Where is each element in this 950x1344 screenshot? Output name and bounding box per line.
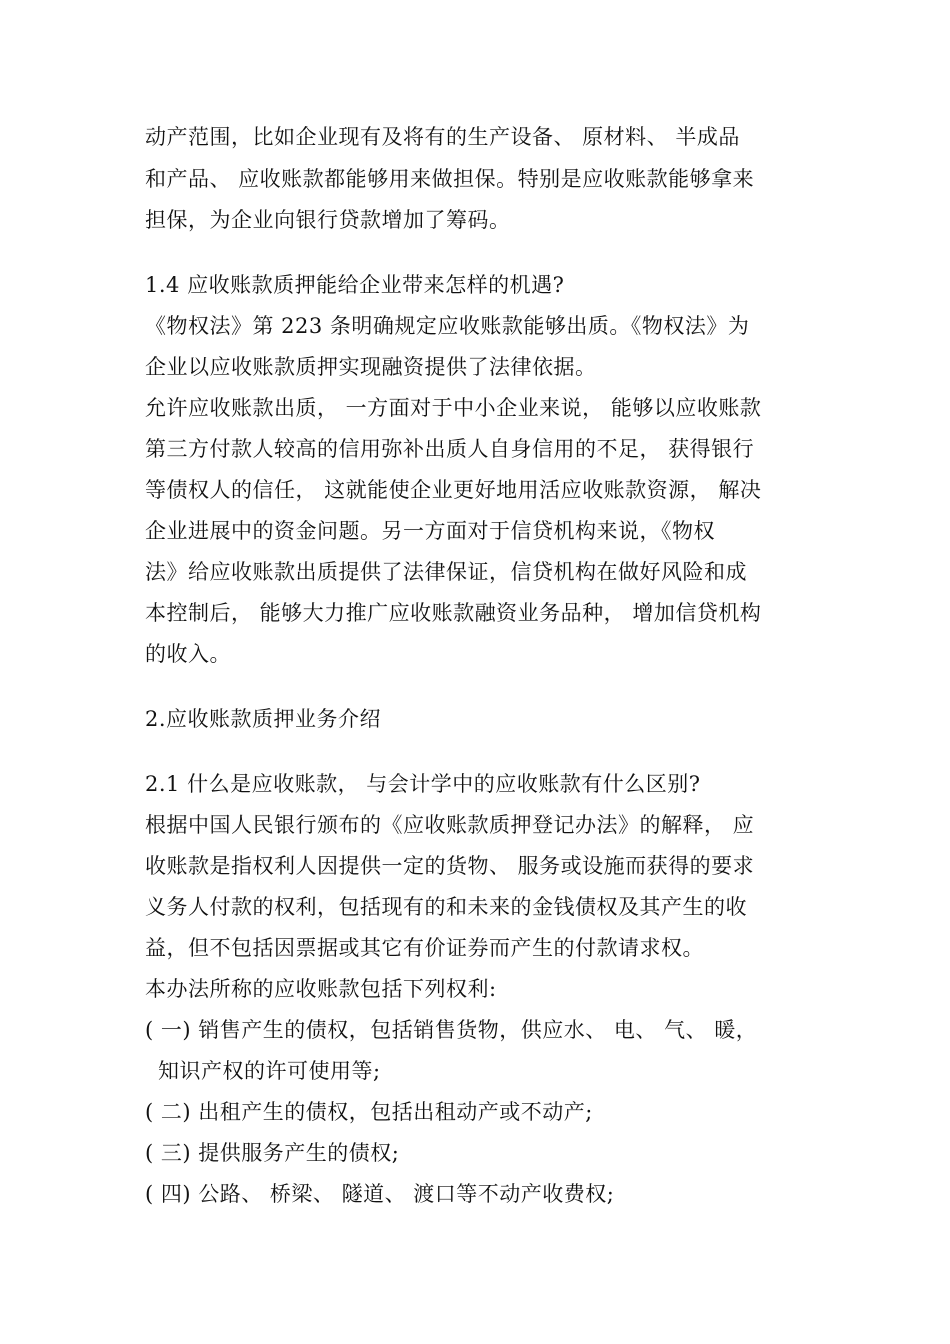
paragraph-line: 收账款是指权利人因提供一定的货物、 服务或设施而获得的要求 bbox=[145, 854, 755, 878]
paragraph-line: 等债权人的信任， 这就能使企业更好地用活应收账款资源， 解决 bbox=[145, 478, 762, 502]
paragraph-line: 允许应收账款出质， 一方面对于中小企业来说， 能够以应收账款 bbox=[145, 396, 762, 420]
paragraph-line: 益，但不包括因票据或其它有价证券而产生的付款请求权。 bbox=[145, 936, 704, 960]
paragraph-line: 企业以应收账款质押实现融资提供了法律依据。 bbox=[145, 355, 597, 379]
paragraph-line: 的收入。 bbox=[145, 642, 231, 666]
paragraph-line: 法》给应收账款出质提供了法律保证，信贷机构在做好风险和成 bbox=[145, 560, 747, 584]
paragraph-line: 企业进展中的资金问题。另一方面对于信贷机构来说，《物权 bbox=[145, 519, 715, 543]
paragraph-line: 和产品、 应收账款都能够用来做担保。特别是应收账款能够拿来 bbox=[145, 167, 755, 191]
section-heading-2: 2.应收账款质押业务介绍 bbox=[145, 707, 382, 731]
paragraph-line: 动产范围，比如企业现有及将有的生产设备、 原材料、 半成品 bbox=[145, 125, 740, 149]
list-item: ( 三) 提供服务产生的债权; bbox=[145, 1141, 400, 1165]
paragraph-line: 第三方付款人较高的信用弥补出质人自身信用的不足， 获得银行 bbox=[145, 437, 755, 461]
paragraph-line: 《物权法》第 223 条明确规定应收账款能够出质。《物权法》为 bbox=[145, 314, 750, 338]
paragraph-line: 本办法所称的应收账款包括下列权利: bbox=[145, 977, 497, 1001]
list-item: ( 一) 销售产生的债权，包括销售货物，供应水、 电、 气、 暖， bbox=[145, 1018, 758, 1042]
paragraph-line: 根据中国人民银行颁布的《应收账款质押登记办法》的解释， 应 bbox=[145, 813, 755, 837]
paragraph-line: 本控制后， 能够大力推广应收账款融资业务品种， 增加信贷机构 bbox=[145, 601, 762, 625]
paragraph-line: 义务人付款的权利，包括现有的和未来的金钱债权及其产生的收 bbox=[145, 895, 747, 919]
section-heading-1-4: 1.4 应收账款质押能给企业带来怎样的机遇? bbox=[145, 273, 565, 297]
list-item: ( 二) 出租产生的债权，包括出租动产或不动产; bbox=[145, 1100, 593, 1124]
list-item: ( 四) 公路、 桥梁、 隧道、 渡口等不动产收费权; bbox=[145, 1182, 615, 1206]
list-item-continuation: 知识产权的许可使用等; bbox=[158, 1059, 381, 1083]
section-heading-2-1: 2.1 什么是应收账款， 与会计学中的应收账款有什么区别? bbox=[145, 772, 701, 796]
paragraph-line: 担保，为企业向银行贷款增加了筹码。 bbox=[145, 208, 511, 232]
